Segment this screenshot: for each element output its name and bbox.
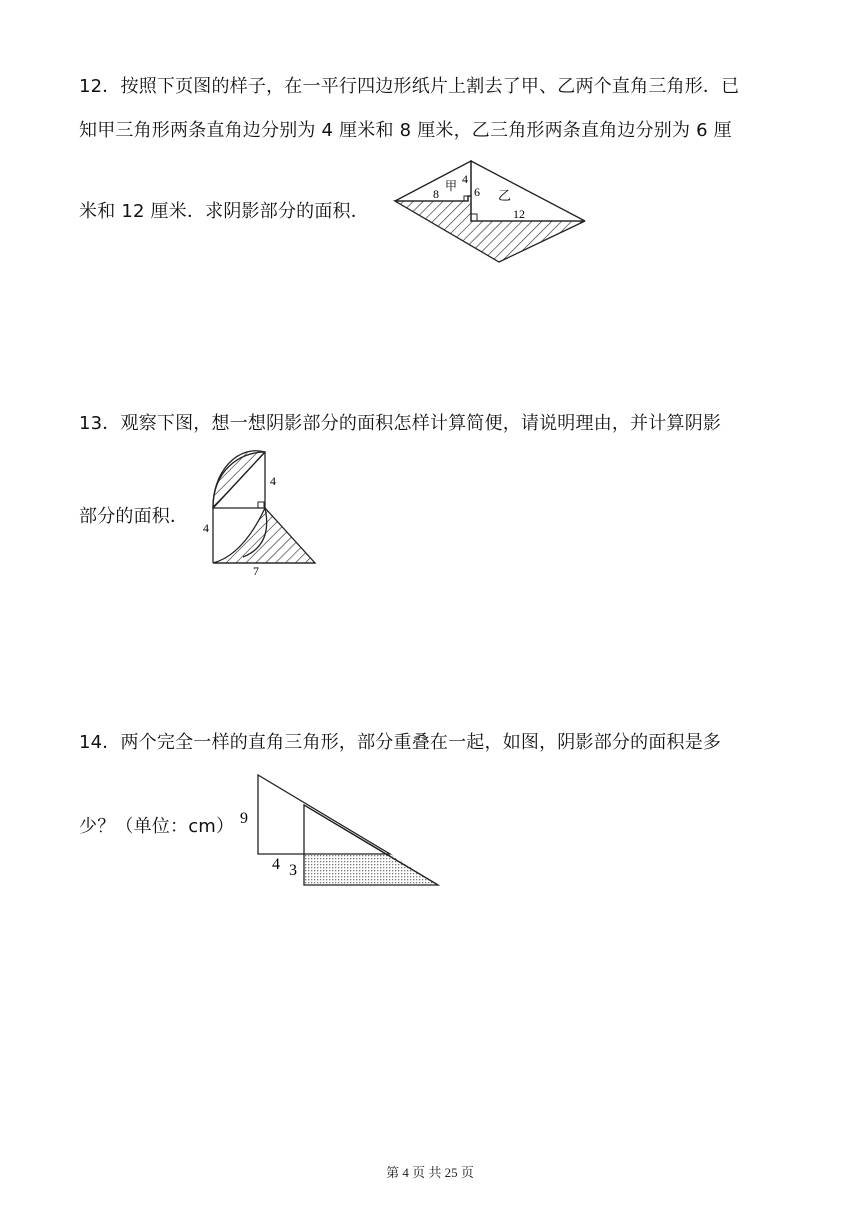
q13-semicircle-trapezoid-figure (195, 445, 325, 580)
q14-text-line-2: 少？（单位：cm） (79, 816, 235, 837)
q14-label-4: 4 (272, 856, 280, 873)
q12-label-12: 12 (513, 207, 525, 221)
q13-lower-shaded-region (213, 508, 315, 563)
q14-shaded-region (304, 854, 438, 885)
page-number-footer: 第 4 页 共 25 页 (386, 1165, 474, 1180)
q13-text-line-1: 13．观察下图，想一想阴影部分的面积怎样计算简便，请说明理由，并计算阴影 (79, 413, 722, 434)
q12-label-jia: 甲 (445, 179, 458, 193)
q12-label-yi: 乙 (498, 188, 512, 203)
q13-label-top-4: 4 (270, 474, 276, 488)
q12-label-6: 6 (474, 185, 480, 199)
q12-text-line-1: 12．按照下页图的样子，在一平行四边形纸片上割去了甲、乙两个直角三角形．已 (79, 76, 740, 97)
q12-text-line-2: 知甲三角形两条直角边分别为 4 厘米和 8 厘米，乙三角形两条直角边分别为 6 厘 (79, 120, 732, 141)
q13-right-angle-mark (258, 502, 264, 508)
q12-label-4: 4 (462, 172, 468, 186)
q12-text-line-3: 米和 12 厘米．求阴影部分的面积． (79, 201, 369, 222)
q14-text-line-1: 14．两个完全一样的直角三角形，部分重叠在一起，如图，阴影部分的面积是多 (79, 732, 722, 753)
q14-label-3: 3 (289, 862, 297, 879)
q12-right-angle-mark-yi (471, 214, 477, 221)
q12-triangle-yi (471, 161, 585, 221)
q13-text-line-2: 部分的面积． (79, 506, 189, 527)
q13-label-bottom-7: 7 (253, 564, 259, 578)
q13-label-left-4: 4 (203, 521, 209, 535)
q14-triangle-1 (258, 775, 390, 854)
q14-label-9: 9 (240, 810, 248, 827)
q14-overlapping-triangles-figure (230, 765, 445, 890)
q12-label-8: 8 (433, 187, 439, 201)
q12-parallelogram-figure (385, 150, 595, 270)
